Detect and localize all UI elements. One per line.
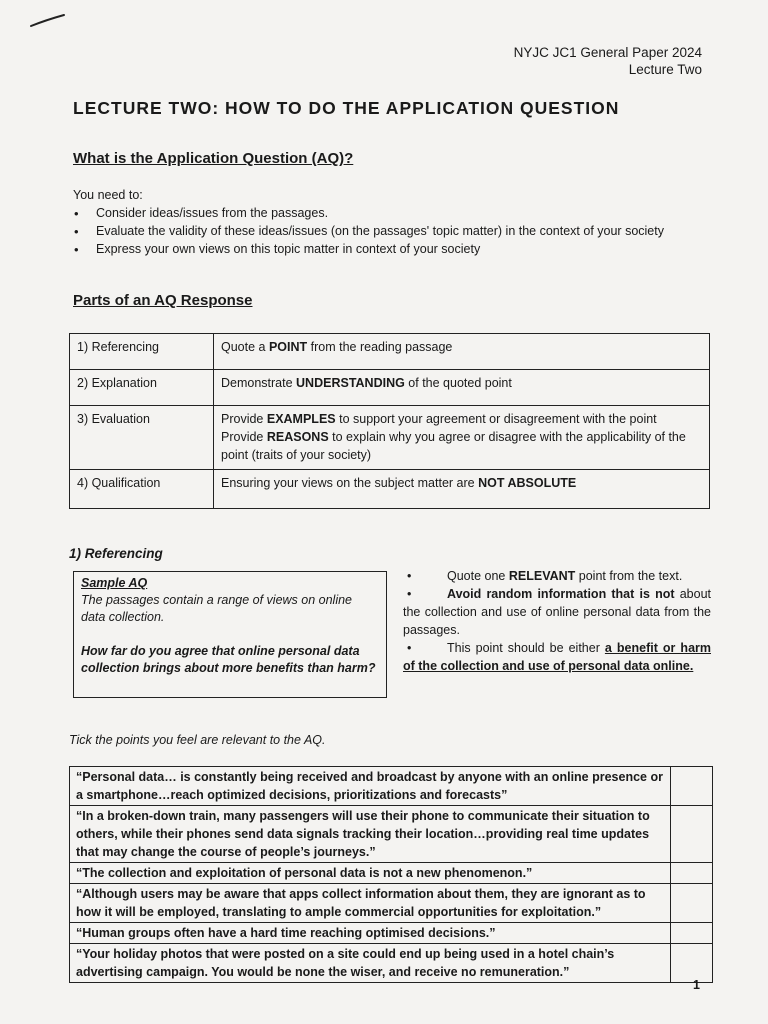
table-row: [70, 806, 713, 863]
table-row: [70, 863, 713, 884]
list-item: • Consider ideas/issues from the passages.: [73, 205, 693, 222]
part-label: 2) Explanation: [70, 370, 214, 406]
tick-cell[interactable]: [671, 944, 713, 983]
tick-cell[interactable]: [671, 806, 713, 863]
tick-table: [69, 766, 713, 983]
part-label: 1) Referencing: [70, 334, 214, 370]
quote-cell: “Personal data… is constantly being received and broadcast by anyone with an online presence or a smartphone…reach optimized decisions, prioritizations and forecasts”: [70, 767, 671, 806]
table-row: [70, 334, 710, 370]
parts-table: [69, 333, 710, 509]
part-description: Demonstrate UNDERSTANDING of the quoted point: [214, 370, 710, 406]
quote-cell: “The collection and exploitation of personal data is not a new phenomenon.”: [70, 863, 671, 884]
aq-requirements-list: [73, 205, 693, 259]
quote-cell: “Human groups often have a hard time reaching optimised decisions.”: [70, 923, 671, 944]
table-row: [70, 470, 710, 509]
table-row: [70, 767, 713, 806]
sample-aq-context: The passages contain a range of views on online data collection.: [81, 593, 353, 624]
table-row: [70, 884, 713, 923]
pen-stroke-mark: [28, 10, 68, 30]
page-number: 1: [693, 978, 700, 992]
quote-cell: “Although users may be aware that apps collect information about them, they are ignorant as to how it will be employed, translating to ample commercial opportunities for exploitation.”: [70, 884, 671, 923]
list-item: • Avoid random information that is not about the collection and use of online personal data from the passages.: [403, 587, 711, 637]
list-item: • Quote one RELEVANT point from the text.: [407, 569, 683, 583]
header-lecture: Lecture Two: [628, 62, 702, 77]
part-label: 4) Qualification: [70, 470, 214, 509]
header-course: NYJC JC1 General Paper 2024: [513, 45, 702, 60]
list-item: • Evaluate the validity of these ideas/issues (on the passages' topic matter) in the context of your society: [73, 223, 693, 240]
table-row: [70, 370, 710, 406]
section-heading-what-is-aq: What is the Application Question (AQ)?: [73, 150, 354, 167]
document-header: [514, 44, 702, 78]
quote-cell: “Your holiday photos that were posted on a site could end up being used in a hotel chain’s advertising campaign. You would be none the wiser, and receive no remuneration.”: [70, 944, 671, 983]
sample-aq-title: Sample AQ: [81, 576, 148, 590]
referencing-guidelines: [403, 567, 711, 675]
sample-aq-question: How far do you agree that online personal data collection brings about more benefits than harm?: [81, 644, 376, 675]
list-item: • Express your own views on this topic matter in context of your society: [73, 241, 693, 258]
part-description: Ensuring your views on the subject matter are NOT ABSOLUTE: [214, 470, 710, 509]
quote-cell: “In a broken-down train, many passengers will use their phone to communicate their situation to others, while their phones send data signals tracking their location…providing real time updates that may change the course of people’s journeys.”: [70, 806, 671, 863]
table-row: [70, 944, 713, 983]
you-need-intro: You need to:: [73, 188, 143, 202]
tick-cell[interactable]: [671, 923, 713, 944]
list-item: • This point should be either a benefit or harm of the collection and use of personal data online.: [403, 641, 711, 673]
part-description: Provide EXAMPLES to support your agreement or disagreement with the point Provide REASONS to explain why you agree or disagree with the applicability of the point (traits of your society): [214, 406, 710, 470]
tick-cell[interactable]: [671, 767, 713, 806]
tick-instruction: Tick the points you feel are relevant to the AQ.: [69, 733, 326, 747]
referencing-heading: 1) Referencing: [69, 546, 163, 561]
page-title: LECTURE TWO: HOW TO DO THE APPLICATION QUESTION: [73, 98, 620, 118]
part-description: Quote a POINT from the reading passage: [214, 334, 710, 370]
tick-cell[interactable]: [671, 884, 713, 923]
table-row: [70, 406, 710, 470]
tick-cell[interactable]: [671, 863, 713, 884]
part-label: 3) Evaluation: [70, 406, 214, 470]
sample-aq-box: [73, 571, 387, 698]
section-heading-parts: Parts of an AQ Response: [73, 292, 253, 309]
table-row: [70, 923, 713, 944]
